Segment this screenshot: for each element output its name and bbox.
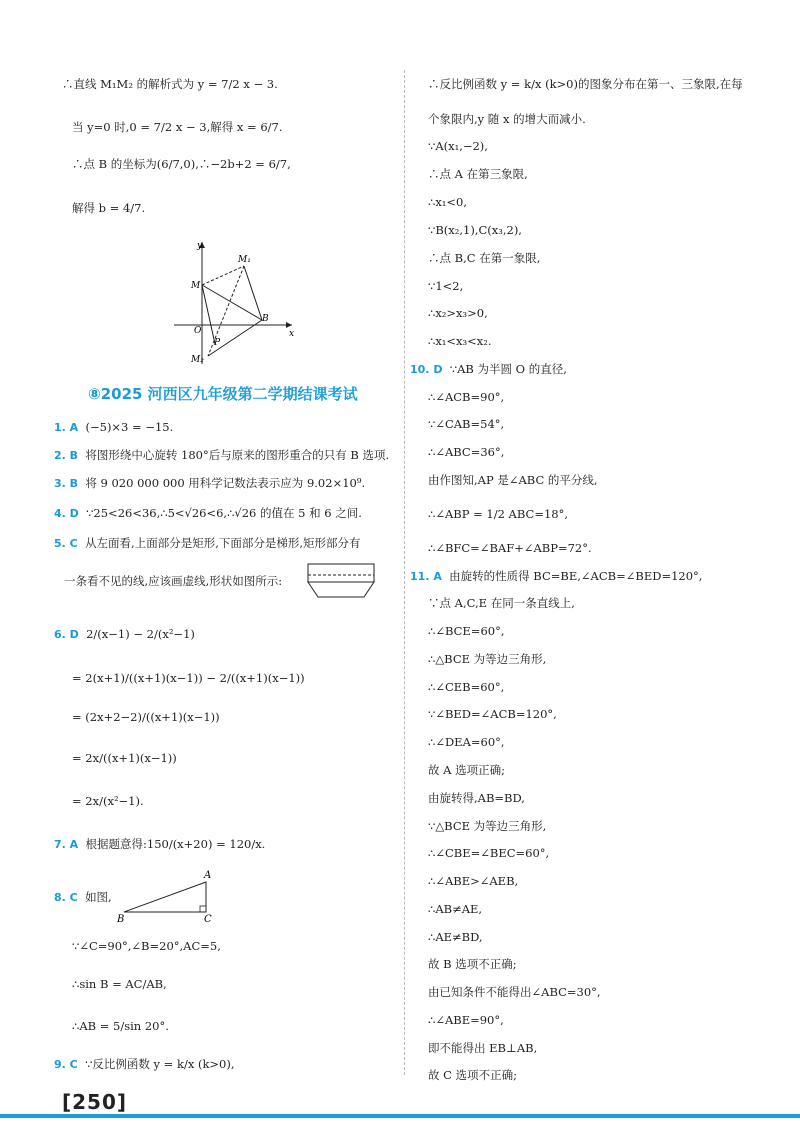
text-line: ∴x₁<0, [428, 195, 468, 209]
answer-number: 6. D [54, 628, 79, 641]
text-line: 个象限内,y 随 x 的增大而减小. [428, 112, 586, 126]
answer-text: 从左面看,上面部分是矩形,下面部分是梯形,矩形部分有 [85, 536, 361, 550]
fig-label: O [194, 326, 202, 336]
text-line: ∵∠CAB=54°, [428, 417, 505, 431]
text-line: 故 A 选项正确; [428, 763, 505, 777]
text-line: ∴∠DEA=60°, [428, 735, 505, 749]
answer-number: 10. D [410, 363, 443, 376]
answer-text: 根据题意得:150/(x+20) = 120/x. [85, 837, 266, 851]
answer-text: = (2x+2−2)/((x+1)(x−1)) [72, 710, 220, 724]
text-line: ∵点 A,C,E 在同一条直线上, [428, 596, 575, 610]
fig-label: y [197, 241, 203, 251]
text-line: 由作图知,AP 是∠ABC 的平分线, [428, 473, 598, 487]
answer-number: 2. B [54, 449, 79, 462]
answer-number: 8. C [54, 891, 78, 904]
answer-number: 7. A [54, 838, 79, 851]
text-line: ∴∠BFC=∠BAF+∠ABP=72°. [428, 541, 592, 555]
answer-text: ∵AB 为半圆 O 的直径, [449, 362, 567, 376]
answer-number: 5. C [54, 537, 78, 550]
answer-number: 9. C [54, 1058, 78, 1071]
column-divider [404, 70, 405, 1075]
answer-number: 11. A [410, 570, 442, 583]
answer-text: ∵反比例函数 y = k/x (k>0), [85, 1057, 235, 1071]
text-line: 当 y=0 时,0 = 7/2 x − 3,解得 x = 6/7. [72, 120, 283, 134]
text-line: ∴点 A 在第三象限, [428, 167, 528, 181]
text-line: ∴AB≠AE, [428, 902, 483, 916]
page-number: [250] [62, 1090, 128, 1114]
text-line: ∴反比例函数 y = k/x (k>0)的图象分布在第一、三象限,在每 [428, 77, 743, 91]
answer-text: ∴sin B = AC/AB, [72, 977, 167, 991]
text-line: ∴AE≠BD, [428, 930, 483, 944]
text-line: ∴∠ABE=90°, [428, 1013, 504, 1027]
fig-label: x [289, 329, 295, 339]
text-line: ∴∠ABC=36°, [428, 445, 505, 459]
answer-text: 如图, [85, 890, 112, 904]
answer-text: 一条看不见的线,应该画虚线,形状如图所示: [64, 574, 283, 588]
text-line: ∴点 B,C 在第一象限, [428, 251, 541, 265]
text-line: ∴x₂>x₃>0, [428, 306, 488, 320]
fig-label: M₁ [238, 255, 251, 265]
answer-text: 将 9 020 000 000 用科学记数法表示应为 9.02×10⁹. [85, 476, 366, 490]
fig-label: M [191, 281, 201, 291]
answer-text: ∵25<26<36,∴5<√26<6,∴√26 的值在 5 和 6 之间. [86, 506, 362, 520]
text-line: ∵B(x₂,1),C(x₃,2), [428, 223, 522, 237]
answer-text: 由旋转的性质得 BC=BE,∠ACB=∠BED=120°, [449, 569, 703, 583]
text-line: ∴x₁<x₃<x₂. [428, 334, 492, 348]
text-line: 即不能得出 EB⊥AB, [428, 1041, 538, 1055]
answer-number: 1. A [54, 421, 79, 434]
text-line: ∴∠ABE>∠AEB, [428, 874, 519, 888]
answer-text: (−5)×3 = −15. [85, 420, 174, 434]
fig-label: A [204, 870, 212, 881]
text-line: 由旋转得,AB=BD, [428, 791, 525, 805]
text-line: 故 B 选项不正确; [428, 957, 517, 971]
fig-label: B [262, 314, 269, 324]
text-line: 故 C 选项不正确; [428, 1068, 517, 1082]
answer-text: ∴AB = 5/sin 20°. [72, 1019, 169, 1033]
side-view-figure [306, 561, 378, 601]
coordinate-figure [170, 232, 310, 372]
text-line: 由已知条件不能得出∠ABC=30°, [428, 985, 601, 999]
text-line: ∴直线 M₁M₂ 的解析式为 y = 7/2 x − 3. [62, 77, 278, 91]
section-title: ⑧2025 河西区九年级第二学期结课考试 [88, 385, 358, 403]
answer-number: 4. D [54, 507, 79, 520]
fig-label: C [204, 914, 212, 924]
triangle-figure [114, 866, 224, 924]
fig-label: M₂ [191, 355, 204, 365]
text-line: ∴△BCE 为等边三角形, [428, 652, 547, 666]
text-line: ∴∠BCE=60°, [428, 624, 505, 638]
text-line: ∴∠CBE=∠BEC=60°, [428, 846, 550, 860]
answer-text: ∵∠C=90°,∠B=20°,AC=5, [72, 939, 221, 953]
text-line: ∴点 B 的坐标为(6/7,0),∴−2b+2 = 6/7, [72, 157, 291, 171]
text-line: ∴∠CEB=60°, [428, 680, 505, 694]
answer-text: = 2x/(x²−1). [72, 794, 144, 808]
text-line: ∵A(x₁,−2), [428, 139, 488, 153]
fig-label: P [214, 338, 221, 348]
answer-text: 2/(x−1) − 2/(x²−1) [86, 627, 195, 641]
text-line: ∴∠ABP = 1/2 ABC=18°, [428, 507, 568, 521]
text-line: ∵△BCE 为等边三角形, [428, 819, 547, 833]
answer-text: = 2(x+1)/((x+1)(x−1)) − 2/((x+1)(x−1)) [72, 671, 305, 685]
bottom-rule [0, 1114, 800, 1118]
answer-number: 3. B [54, 477, 79, 490]
text-line: ∵∠BED=∠ACB=120°, [428, 707, 557, 721]
answer-text: 将图形绕中心旋转 180°后与原来的图形重合的只有 B 选项. [85, 448, 390, 462]
answer-text: = 2x/((x+1)(x−1)) [72, 751, 177, 765]
text-line: 解得 b = 4/7. [72, 201, 146, 215]
fig-label: B [117, 914, 125, 924]
text-line: ∴∠ACB=90°, [428, 390, 505, 404]
text-line: ∵1<2, [428, 279, 464, 293]
